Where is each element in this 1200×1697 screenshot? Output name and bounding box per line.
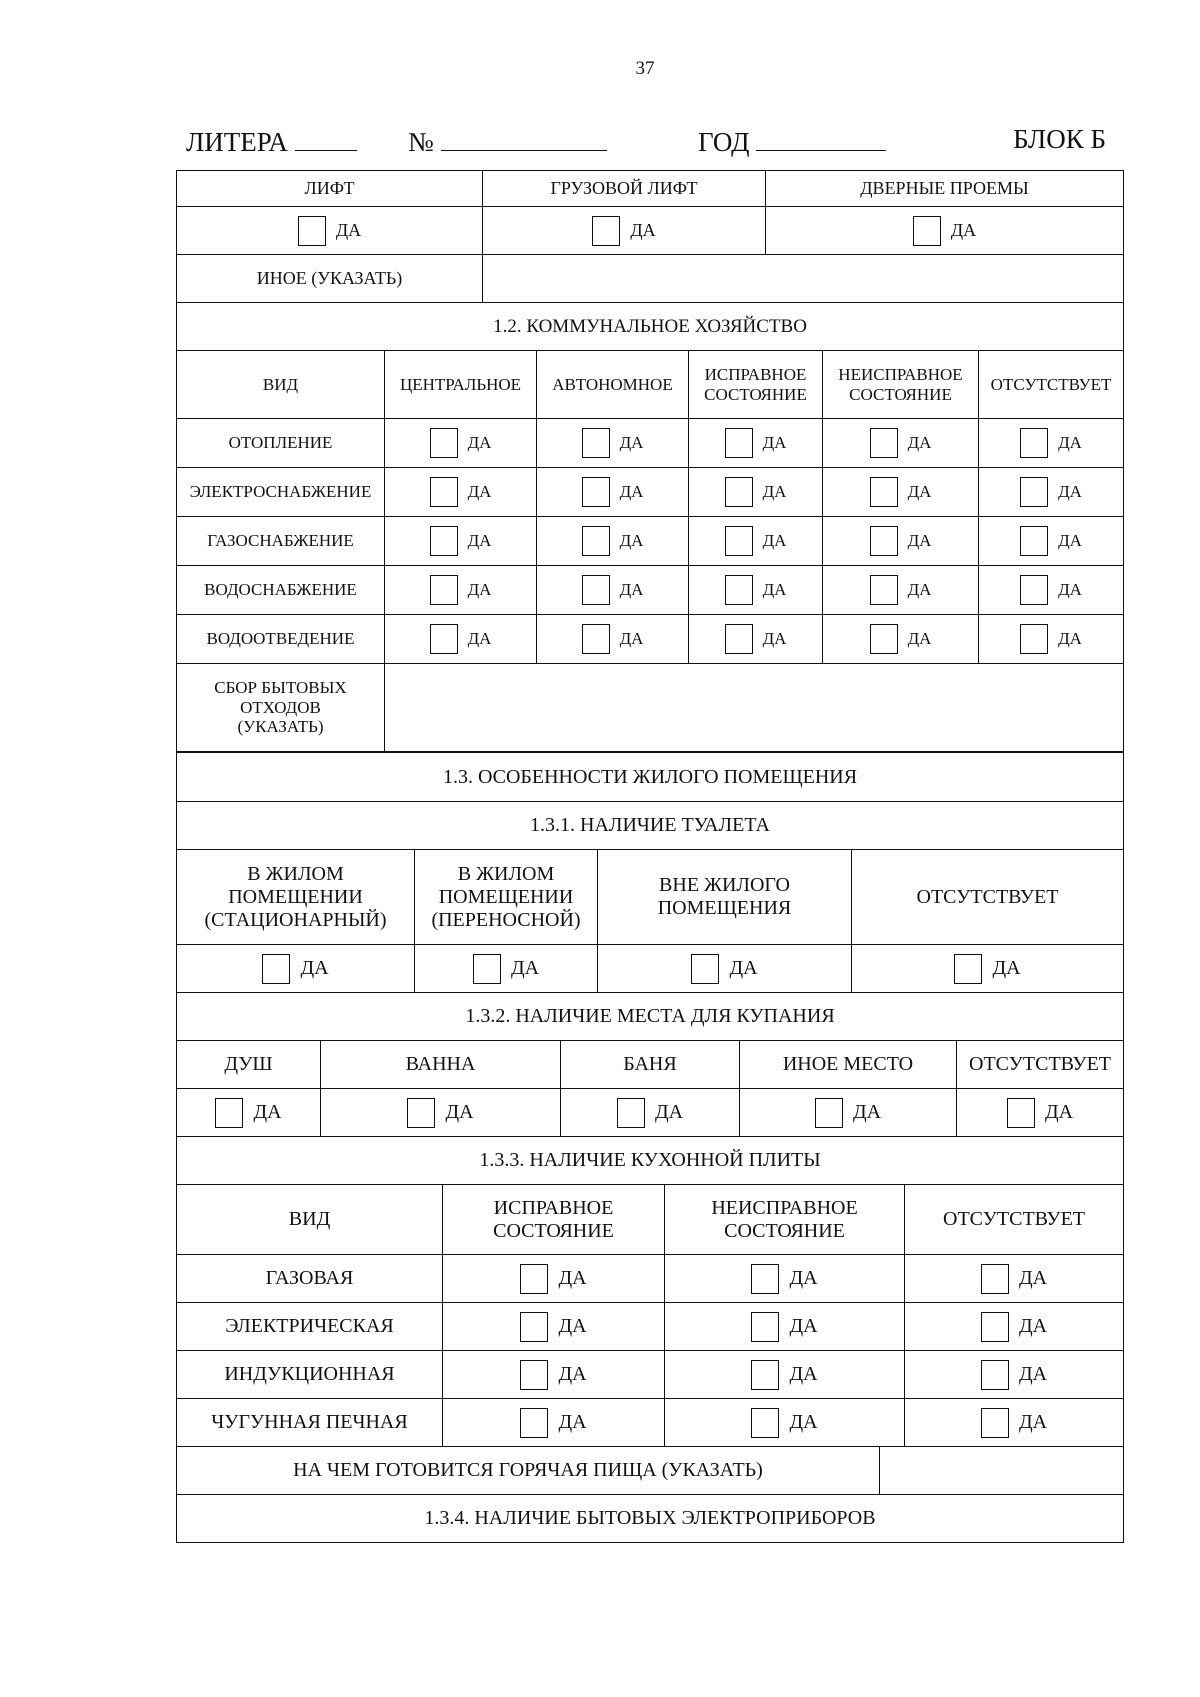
yes-label: ДА xyxy=(789,1267,818,1289)
yes-label: ДА xyxy=(907,629,932,649)
bathing-col-shower: ДУШ xyxy=(177,1041,321,1089)
yes-label: ДА xyxy=(907,580,932,600)
utilities-col-autonomous: АВТОНОМНОЕ xyxy=(537,351,689,419)
utilities-col-central: ЦЕНТРАЛЬНОЕ xyxy=(385,351,537,419)
toilet-col-absent: ОТСУТСТВУЕТ xyxy=(852,850,1124,945)
yes-label: ДА xyxy=(789,1363,818,1385)
stove-row-label: ЧУГУННАЯ ПЕЧНАЯ xyxy=(177,1399,443,1447)
checkbox[interactable] xyxy=(870,477,898,507)
checkbox[interactable] xyxy=(725,575,753,605)
yes-label: ДА xyxy=(467,482,492,502)
yes-label: ДА xyxy=(335,220,362,241)
yes-label: ДА xyxy=(558,1411,587,1433)
yes-label: ДА xyxy=(1058,433,1082,453)
yes-label: ДА xyxy=(789,1411,818,1433)
checkbox[interactable] xyxy=(981,1264,1009,1294)
features-section-title: 1.3. ОСОБЕННОСТИ ЖИЛОГО ПОМЕЩЕНИЯ xyxy=(177,753,1124,802)
other-input[interactable] xyxy=(483,255,1124,303)
bathing-section-title: 1.3.2. НАЛИЧИЕ МЕСТА ДЛЯ КУПАНИЯ xyxy=(177,993,1124,1041)
checkbox[interactable] xyxy=(582,526,610,556)
checkbox[interactable] xyxy=(981,1312,1009,1342)
yes-label: ДА xyxy=(762,433,787,453)
yes-label: ДА xyxy=(907,482,932,502)
other-label: ИНОЕ (УКАЗАТЬ) xyxy=(177,255,483,303)
appliances-section-title: 1.3.4. НАЛИЧИЕ БЫТОВЫХ ЭЛЕКТРОПРИБОРОВ xyxy=(177,1495,1124,1543)
stove-col-broken: НЕИСПРАВНОЕ СОСТОЯНИЕ xyxy=(665,1185,905,1255)
yes-label: ДА xyxy=(619,580,644,600)
checkbox[interactable] xyxy=(520,1408,548,1438)
doorways-yes-cell xyxy=(766,207,1124,255)
stove-col-absent: ОТСУТСТВУЕТ xyxy=(905,1185,1124,1255)
stove-row-label: ИНДУКЦИОННАЯ xyxy=(177,1351,443,1399)
yes-label: ДА xyxy=(619,629,644,649)
yes-label: ДА xyxy=(1018,1363,1048,1385)
utilities-row-label: ВОДООТВЕДЕНИЕ xyxy=(177,615,385,664)
yes-label: ДА xyxy=(619,433,644,453)
checkbox[interactable] xyxy=(1007,1098,1035,1128)
yes-label: ДА xyxy=(1058,531,1082,551)
yes-label: ДА xyxy=(253,1101,282,1123)
year-input-line[interactable] xyxy=(756,124,886,151)
checkbox[interactable] xyxy=(981,1360,1009,1390)
checkbox[interactable] xyxy=(751,1312,779,1342)
lift-checkbox[interactable] xyxy=(298,216,326,246)
page-number: 37 xyxy=(635,58,655,79)
utilities-row-label: ВОДОСНАБЖЕНИЕ xyxy=(177,566,385,615)
checkbox[interactable] xyxy=(1020,428,1048,458)
checkbox[interactable] xyxy=(582,575,610,605)
bathing-col-bath: ВАННА xyxy=(321,1041,561,1089)
checkbox[interactable] xyxy=(1020,624,1048,654)
checkbox[interactable] xyxy=(430,624,458,654)
checkbox[interactable] xyxy=(430,575,458,605)
waste-input[interactable] xyxy=(385,664,1124,752)
yes-label: ДА xyxy=(467,433,492,453)
yes-label: ДА xyxy=(558,1267,587,1289)
checkbox[interactable] xyxy=(870,526,898,556)
checkbox[interactable] xyxy=(1020,575,1048,605)
toilet-table xyxy=(176,752,1124,993)
yes-label: ДА xyxy=(467,629,492,649)
yes-label: ДА xyxy=(1044,1101,1074,1123)
yes-label: ДА xyxy=(789,1315,818,1337)
lift-table xyxy=(176,170,1124,303)
yes-label: ДА xyxy=(762,580,787,600)
cargo-lift-header: ГРУЗОВОЙ ЛИФТ xyxy=(483,171,766,207)
hot-food-table xyxy=(176,1446,1124,1543)
yes-label: ДА xyxy=(907,531,932,551)
utilities-table xyxy=(176,302,1124,752)
checkbox[interactable] xyxy=(430,526,458,556)
checkbox[interactable] xyxy=(725,428,753,458)
yes-label: ДА xyxy=(1058,482,1082,502)
lift-header: ЛИФТ xyxy=(177,171,483,207)
checkbox[interactable] xyxy=(520,1264,548,1294)
utilities-row-label: ОТОПЛЕНИЕ xyxy=(177,419,385,468)
litera-field xyxy=(186,124,357,158)
doorways-checkbox[interactable] xyxy=(913,216,941,246)
year-label: ГОД xyxy=(698,127,750,157)
utilities-col-absent: ОТСУТСТВУЕТ xyxy=(979,351,1124,419)
year-field xyxy=(698,124,886,158)
checkbox[interactable] xyxy=(407,1098,435,1128)
yes-label: ДА xyxy=(467,531,492,551)
checkbox[interactable] xyxy=(520,1312,548,1342)
checkbox[interactable] xyxy=(725,477,753,507)
checkbox[interactable] xyxy=(751,1360,779,1390)
yes-label: ДА xyxy=(1018,1315,1048,1337)
checkbox[interactable] xyxy=(870,428,898,458)
yes-label: ДА xyxy=(467,580,492,600)
yes-label: ДА xyxy=(654,1101,684,1123)
bathing-col-sauna: БАНЯ xyxy=(561,1041,740,1089)
checkbox[interactable] xyxy=(751,1408,779,1438)
checkbox[interactable] xyxy=(981,1408,1009,1438)
checkbox[interactable] xyxy=(582,428,610,458)
yes-label: ДА xyxy=(619,482,644,502)
utilities-col-type: ВИД xyxy=(177,351,385,419)
yes-label: ДА xyxy=(1058,629,1082,649)
stove-row-label: ГАЗОВАЯ xyxy=(177,1255,443,1303)
checkbox[interactable] xyxy=(691,954,719,984)
yes-label: ДА xyxy=(729,957,758,979)
number-label: № xyxy=(408,127,434,157)
checkbox[interactable] xyxy=(751,1264,779,1294)
yes-label: ДА xyxy=(762,531,787,551)
stove-table xyxy=(176,1136,1124,1447)
yes-label: ДА xyxy=(558,1315,587,1337)
checkbox[interactable] xyxy=(520,1360,548,1390)
checkbox[interactable] xyxy=(954,954,982,984)
stove-section-title: 1.3.3. НАЛИЧИЕ КУХОННОЙ ПЛИТЫ xyxy=(177,1137,1124,1185)
utilities-col-working: ИСПРАВНОЕ СОСТОЯНИЕ xyxy=(689,351,823,419)
toilet-col-outside: ВНЕ ЖИЛОГО ПОМЕЩЕНИЯ xyxy=(598,850,852,945)
checkbox[interactable] xyxy=(1020,526,1048,556)
checkbox[interactable] xyxy=(725,624,753,654)
toilet-col-portable: В ЖИЛОМ ПОМЕЩЕНИИ (ПЕРЕНОСНОЙ) xyxy=(415,850,598,945)
yes-label: ДА xyxy=(619,531,644,551)
yes-label: ДА xyxy=(558,1363,587,1385)
stove-row-label: ЭЛЕКТРИЧЕСКАЯ xyxy=(177,1303,443,1351)
checkbox[interactable] xyxy=(473,954,501,984)
bathing-col-other: ИНОЕ МЕСТО xyxy=(740,1041,957,1089)
checkbox[interactable] xyxy=(870,575,898,605)
bathing-table xyxy=(176,992,1124,1137)
toilet-section-title: 1.3.1. НАЛИЧИЕ ТУАЛЕТА xyxy=(177,802,1124,850)
bathing-col-absent: ОТСУТСТВУЕТ xyxy=(957,1041,1124,1089)
yes-label: ДА xyxy=(852,1101,882,1123)
checkbox[interactable] xyxy=(430,428,458,458)
waste-label: СБОР БЫТОВЫХ ОТХОДОВ (УКАЗАТЬ) xyxy=(177,664,385,752)
yes-label: ДА xyxy=(445,1101,474,1123)
litera-label: ЛИТЕРА xyxy=(186,127,288,157)
checkbox[interactable] xyxy=(430,477,458,507)
checkbox[interactable] xyxy=(262,954,290,984)
yes-label: ДА xyxy=(510,957,540,979)
utilities-col-broken: НЕИСПРАВНОЕ СОСТОЯНИЕ xyxy=(823,351,979,419)
yes-label: ДА xyxy=(992,957,1021,979)
stove-col-type: ВИД xyxy=(177,1185,443,1255)
block-label: БЛОК Б xyxy=(1013,124,1106,154)
number-input-line[interactable] xyxy=(441,124,607,151)
checkbox[interactable] xyxy=(582,477,610,507)
checkbox[interactable] xyxy=(1020,477,1048,507)
yes-label: ДА xyxy=(1018,1411,1048,1433)
yes-label: ДА xyxy=(907,433,932,453)
doorways-header: ДВЕРНЫЕ ПРОЕМЫ xyxy=(766,171,1124,207)
utilities-row-label: ГАЗОСНАБЖЕНИЕ xyxy=(177,517,385,566)
yes-label: ДА xyxy=(630,220,656,241)
checkbox[interactable] xyxy=(870,624,898,654)
yes-label: ДА xyxy=(1058,580,1082,600)
lift-yes-cell xyxy=(177,207,483,255)
hot-food-input[interactable] xyxy=(880,1447,1124,1495)
yes-label: ДА xyxy=(1018,1267,1048,1289)
checkbox[interactable] xyxy=(215,1098,243,1128)
utilities-row-label: ЭЛЕКТРОСНАБЖЕНИЕ xyxy=(177,468,385,517)
yes-label: ДА xyxy=(762,482,787,502)
stove-col-working: ИСПРАВНОЕ СОСТОЯНИЕ xyxy=(443,1185,665,1255)
yes-label: ДА xyxy=(300,957,329,979)
toilet-col-stationary: В ЖИЛОМ ПОМЕЩЕНИИ (СТАЦИОНАРНЫЙ) xyxy=(177,850,415,945)
hot-food-label: НА ЧЕМ ГОТОВИТСЯ ГОРЯЧАЯ ПИЩА (УКАЗАТЬ) xyxy=(177,1447,880,1495)
utilities-section-title: 1.2. КОММУНАЛЬНОЕ ХОЗЯЙСТВО xyxy=(177,303,1124,351)
checkbox[interactable] xyxy=(582,624,610,654)
cargo-lift-yes-cell xyxy=(483,207,766,255)
yes-label: ДА xyxy=(762,629,787,649)
checkbox[interactable] xyxy=(617,1098,645,1128)
yes-label: ДА xyxy=(950,220,977,241)
form-header xyxy=(176,124,1116,158)
number-field xyxy=(408,124,607,158)
checkbox[interactable] xyxy=(815,1098,843,1128)
checkbox[interactable] xyxy=(725,526,753,556)
litera-input-line[interactable] xyxy=(295,124,357,151)
cargo-lift-checkbox[interactable] xyxy=(592,216,620,246)
